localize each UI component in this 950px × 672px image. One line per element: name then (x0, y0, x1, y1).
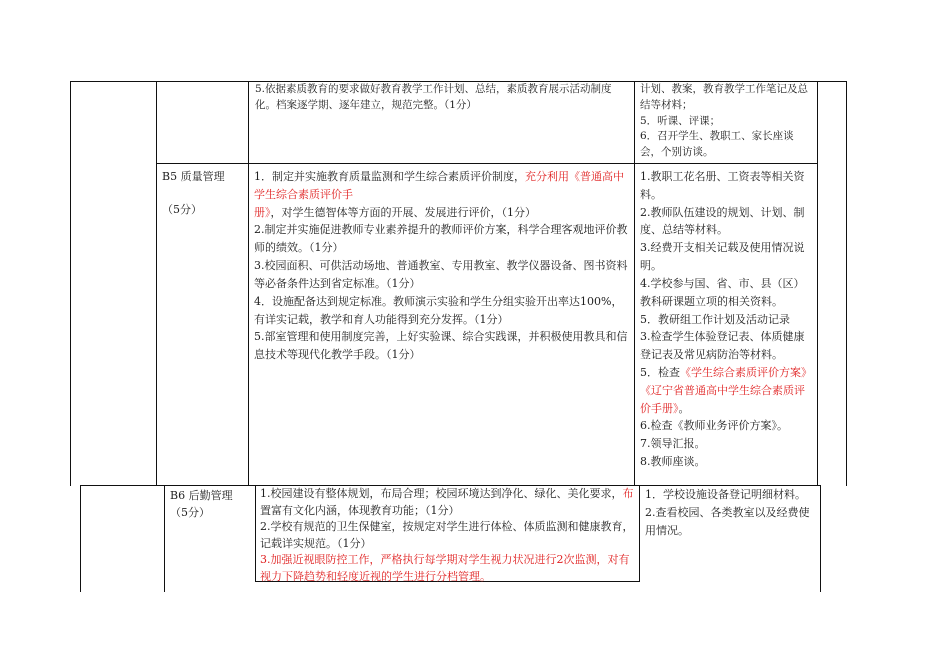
b6-title: B6 后勤管理 (170, 489, 233, 502)
b5-evidence-3: 3.经费开支相关记载及使用情况说明。 (640, 241, 805, 273)
b5-item-4: 4．设施配备达到规定标准。教师演示实验和学生分组实验开出率达100%，有详实记载，教学和育人功能得到充分发挥。（1分） (254, 294, 623, 326)
b6-title-cell (170, 488, 256, 521)
row1-content-cell (255, 82, 630, 114)
b6-evidence-2: 2.查看校园、各类教室以及经费使用情况。 (645, 505, 810, 537)
b5-evidence-4: 4.学校参与国、省、市、县（区）教科研课题立项的相关资料。 (640, 276, 805, 308)
table-border-left (70, 81, 71, 486)
b6-evidence-1: 1．学校设施设备登记明细材料。 (645, 488, 806, 501)
lower-table-border-left (80, 485, 81, 592)
row1-evidence-line-3: 6．召开学生、教职工、家长座谈会，个别访谈。 (640, 130, 794, 158)
b6-content-cell (260, 486, 637, 585)
b5-evidence-6: 3.检查学生体验登记表、体质健康登记表及常见病防治等材料。 (640, 330, 805, 362)
lower-table-border-right (820, 485, 821, 592)
b5-evidence-1: 1.教职工花名册、工资表等相关资料。 (640, 170, 805, 201)
table-column-divider-4 (817, 81, 818, 486)
row1-evidence-line-2: 5．听课、评课； (640, 114, 721, 127)
b5-item-3: 3.校园面积、可供活动场地、普通教室、专用教室、教学仪器设备、图书资料等必备条件达到省定标准。（1分） (254, 259, 628, 290)
row1-content-text: 5.依据素质教育的要求做好教育教学工作计划、总结，素质教育展示活动制度化。档案逐学期、逐年建立，规范完整。（1分） (255, 83, 612, 111)
table-border-right (846, 81, 847, 486)
b5-evidence-5: 5．教研组工作计划及活动记录 (640, 312, 790, 326)
b5-evidence-2: 2.教师队伍建设的规划、计划、制度、总结等材料。 (640, 205, 805, 237)
b5-content-cell (254, 168, 630, 364)
b5-evidence-8: 6.检查《教师业务评价方案》。 (640, 419, 788, 433)
b5-evidence-cell (640, 168, 814, 471)
b6-item-3: 3.加强近视眼防控工作，严格执行每学期对学生视力状况进行2次监测，对有视力下降趋势和轻度近视的学生进行分档管理。 (260, 553, 630, 583)
b5-item-2: 2.制定并实施促进教师专业素养提升的教师评价方案，科学合理客观地评价教师的绩效。（1分） (254, 223, 628, 255)
table-column-divider-1 (156, 81, 157, 486)
lower-table-column-divider-3 (639, 485, 640, 582)
table-column-divider-3 (634, 81, 635, 486)
b5-evidence-7-highlight: 《学生综合素质评价方案》《辽宁省普通高中学生综合素质评价手册》 (640, 365, 812, 415)
b6-item-2: 2.学校有规范的卫生保健室，按规定对学生进行体检、体质监测和健康教育，记载详实规范。（1分） (260, 520, 634, 550)
lower-table-column-divider-1 (164, 485, 165, 592)
b5-title-cell (162, 168, 248, 218)
b5-score: （5分） (162, 203, 202, 217)
b5-title: B5 质量管理 (162, 170, 225, 183)
b5-evidence-7: 5．检查《学生综合素质评价方案》《辽宁省普通高中学生综合素质评价手册》。 (640, 365, 812, 415)
table-column-divider-2 (248, 81, 249, 486)
b5-evidence-10: 8.教师座谈。 (640, 455, 706, 468)
row1-evidence-cell (640, 82, 814, 161)
b5-item-1-highlight: 充分利用《普通高中学生综合素质评价手册》 (254, 170, 624, 219)
b6-item-1-highlight: 布 (622, 487, 634, 500)
b6-item-1: 1.校园建设有整体规划，布局合理；校园环境达到净化、绿化、美化要求，布置富有文化内涵，体现教育功能；（1分） (260, 487, 634, 517)
b6-evidence-cell (645, 486, 817, 539)
table-row-divider (156, 163, 818, 164)
b5-evidence-9: 7.领导汇报。 (640, 437, 706, 451)
b5-item-1: 1．制定并实施教育质量监测和学生综合素质评价制度，充分利用《普通高中学生综合素质评价手册》，对学生德智体等方面的开展、发展进行评价，（1分） (254, 170, 624, 219)
b6-score: （5分） (170, 505, 210, 519)
row1-evidence-line-1: 计划、教案，教育教学工作笔记及总结等材料； (640, 83, 808, 111)
b5-item-5: 5.部室管理和使用制度完善，上好实验课、综合实践课，并积极使用教具和信息技术等现代化教学手段。（1分） (254, 330, 628, 362)
